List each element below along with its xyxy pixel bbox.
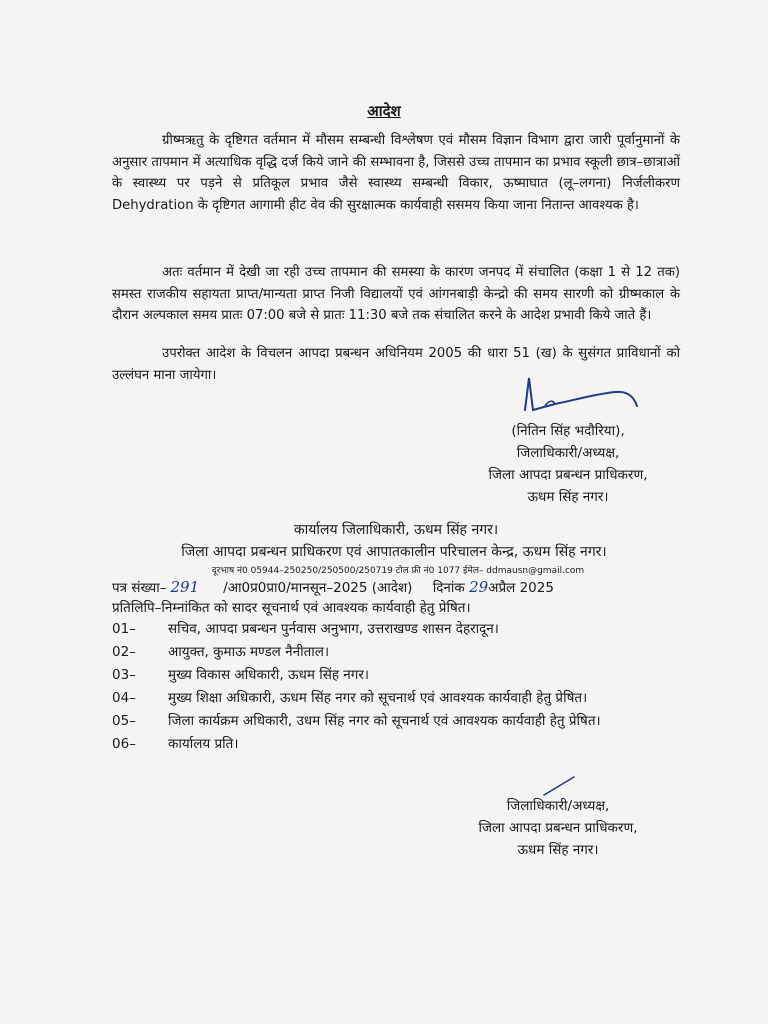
signature-block-2 — [448, 795, 668, 861]
reference-prefix: पत्र संख्या– — [112, 580, 167, 596]
reference-number: 291 — [170, 578, 200, 596]
list-item-number: 05– — [112, 713, 136, 729]
date-rest: अप्रैल 2025 — [488, 580, 554, 596]
date-label: दिनांक — [432, 580, 465, 596]
signatory-designation: जिलाधिकारी/अध्यक्ष, — [506, 798, 610, 814]
order-title — [0, 101, 768, 121]
copy-list — [112, 619, 687, 757]
list-item-number: 02– — [112, 644, 136, 660]
signatory-designation: जिलाधिकारी/अध्यक्ष, — [516, 445, 620, 461]
signatory-authority: जिला आपदा प्रबन्धन प्राधिकरण, — [488, 467, 648, 483]
list-item — [112, 619, 687, 639]
list-item — [112, 734, 687, 754]
list-item — [112, 665, 687, 685]
list-item-text: कार्यालय प्रति। — [168, 736, 239, 752]
signatory-place: ऊधम सिंह नगर। — [527, 489, 609, 505]
date-day: 29 — [469, 578, 489, 596]
signatory-authority: जिला आपदा प्रबन्धन प्राधिकरण, — [478, 820, 638, 836]
list-item-number: 06– — [112, 736, 136, 752]
list-item-number: 01– — [112, 621, 136, 637]
paragraph-2: अतः वर्तमान में देखी जा रही उच्च तापमान की समस्या के कारण जनपद में संचालित (कक्षा 1 से 12 तक) समस्त राजकीय सहायता प्राप्त/मान्यता प्राप्त निजी विद्यालयों एवं आंगनबाड़ी केन्द्रो की समय सारणी को ग्रीष्मकाल के दौरान अल्पकाल समय प्रातः 07:00 बजे से प्रातः 11:30 बजे तक संचालित करने के आदेश प्रभावी किये जाते हैं। — [112, 265, 680, 323]
office-authority-line: जिला आपदा प्रबन्धन प्राधिकरण एवं आपातकालीन परिचालन केन्द्र, ऊधम सिंह नगर। — [181, 544, 607, 560]
copy-heading: प्रतिलिपि–निम्नांकित को सादर सूचनार्थ एवं आवश्यक कार्यवाही हेतु प्रेषित। — [112, 600, 471, 616]
paragraph-1: ग्रीष्मऋतु के दृष्टिगत वर्तमान में मौसम सम्बन्धी विश्लेषण एवं मौसम विज्ञान विभाग द्वारा जारी पूर्वानुमानों के अनुसार तापमान में अत्याधिक वृद्धि दर्ज किये जाने की सम्भावना है, जिससे उच्च तापमान का प्रभाव स्कूली छात्र–छात्राओं के स्वास्थ्य पर पड़ने से प्रतिकूल प्रभाव जैसे स्वास्थ्य सम्बन्धी विकार, ऊष्माघात (लू–लगना) निर्जलीकरण Dehydration के दृष्टिगत आगामी हीट वेव की सुरक्षात्मक कार्यवाही ससमय किया जाना नितान्त आवश्यक है। — [112, 133, 680, 213]
signatory-place: ऊधम सिंह नगर। — [517, 842, 599, 858]
list-item-text: मुख्य शिक्षा अधिकारी, ऊधम सिंह नगर को सूचनार्थ एवं आवश्यक कार्यवाही हेतु प्रेषित। — [168, 690, 588, 706]
list-item-text: सचिव, आपदा प्रबन्धन पुर्नवास अनुभाग, उत्तराखण्ड शासन देहरादून। — [168, 621, 499, 637]
list-item-text: मुख्य विकास अधिकारी, ऊधम सिंह नगर। — [168, 667, 370, 683]
order-title-text: आदेश — [367, 102, 401, 120]
list-item-text: आयुक्त, कुमाऊ मण्डल नैनीताल। — [168, 644, 330, 660]
office-contact: दूरभाष नं0 05944–250250/250500/250719 टोल फ्री नं0 1077 ईमेल– ddmausn@gmail.com — [211, 566, 585, 576]
reference-code: /आ0प्र0प्रा0/मानसून–2025 (आदेश) — [223, 580, 413, 596]
list-item-number: 04– — [112, 690, 136, 706]
signature-block-1 — [458, 420, 678, 508]
signature-1 — [515, 370, 645, 420]
list-item-text: जिला कार्यक्रम अधिकारी, उधम सिंह नगर को सूचनार्थ एवं आवश्यक कार्यवाही हेतु प्रेषित। — [168, 713, 601, 729]
office-name: कार्यालय जिलाधिकारी, ऊधम सिंह नगर। — [293, 522, 499, 538]
list-item — [112, 688, 687, 708]
signatory-name: (नितिन सिंह भदौरिया), — [511, 423, 625, 439]
paragraph-3: उपरोक्त आदेश के विचलन आपदा प्रबन्धन अधिनियम 2005 की धारा 51 (ख) के सुसंगत प्राविधानों को उल्लंघन माना जायेगा। — [112, 346, 680, 383]
reference-line — [112, 578, 682, 596]
list-item — [112, 642, 687, 662]
list-item-number: 03– — [112, 667, 136, 683]
list-item — [112, 711, 687, 731]
